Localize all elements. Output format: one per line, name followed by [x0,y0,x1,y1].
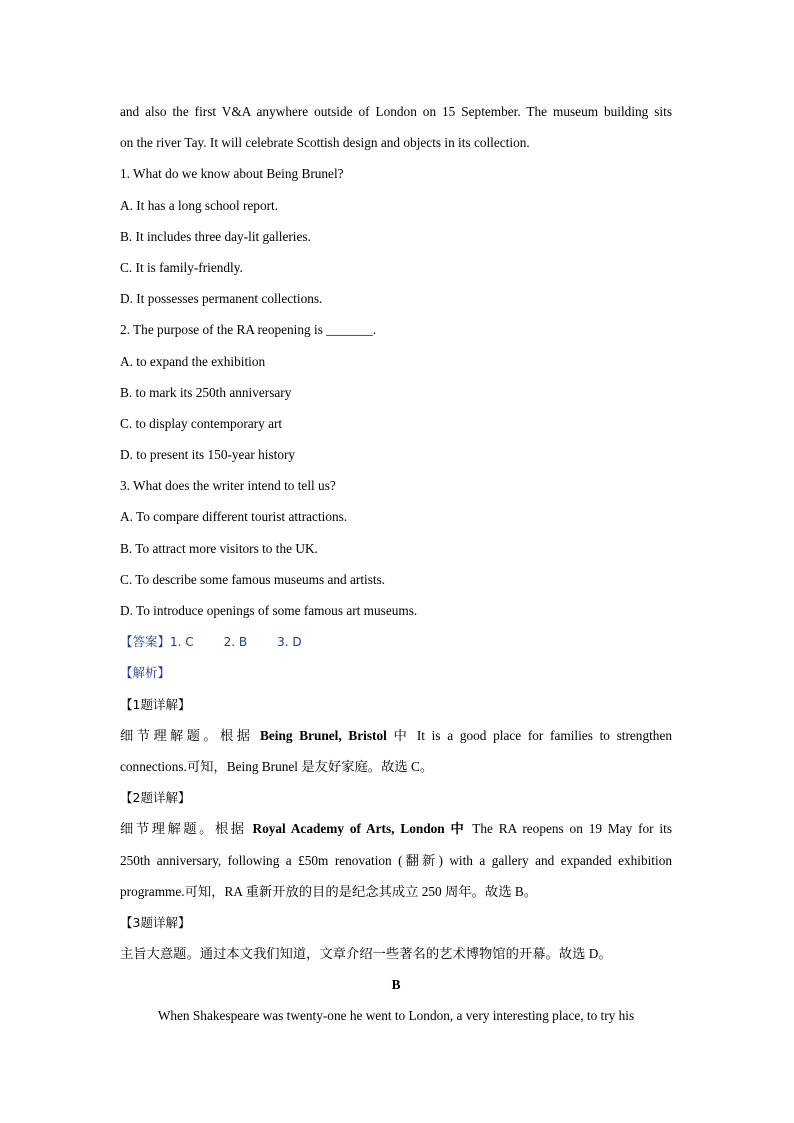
detail-1 [120,689,672,783]
question-stem: 3. What does the writer intend to tell us? [120,478,336,494]
answer-value: 3. D [277,635,302,650]
question-stem: 2. The purpose of the RA reopening is _______. [120,322,377,338]
option: B. It includes three day-lit galleries. [120,228,311,244]
option: B. To attract more visitors to the UK. [120,540,318,556]
detail-line: connections.可知，Being Brunel 是友好家庭。故选 C。 [120,758,434,774]
answer-value: 2. B [223,635,248,650]
option: D. to present its 150-year history [120,447,296,463]
detail-3 [120,907,672,969]
option: B. to mark its 250th anniversary [120,384,292,400]
detail-heading: 【1题详解】 [120,696,191,712]
detail-line: 细节理解题。根据 Royal Academy of Arts, London 中 The RA reopens on 19 May for its [120,821,672,837]
option: A. To compare different tourist attractions. [120,509,348,525]
answer-value: 1. C [170,635,194,650]
option: A. to expand the exhibition [120,353,266,369]
section-title: B [391,977,401,993]
answer-label: 【答案】 [120,634,171,650]
detail-heading: 【2题详解】 [120,790,191,806]
question-2 [120,314,672,470]
option: C. To describe some famous museums and artists. [120,571,386,587]
passage-line: When Shakespeare was twenty-one he went to London, a very interesting place, to try his [157,1008,635,1024]
answer-line [120,626,672,657]
detail-line: 主旨大意题。通过本文我们知道，文章介绍一些著名的艺术博物馆的开幕。故选 D。 [120,946,612,962]
analysis-label: 【解析】 [120,665,171,681]
passage-line: and also the first V&A anywhere outside of London on 15 September. The museum building sits [120,104,672,119]
detail-2 [120,782,672,907]
passage-line: on the river Tay. It will celebrate Scottish design and objects in its collection. [120,135,530,151]
option: D. To introduce openings of some famous art museums. [120,603,418,618]
option: A. It has a long school report. [120,197,279,213]
option: D. It possesses permanent collections. [120,291,323,307]
question-stem: 1. What do we know about Being Brunel? [120,166,344,182]
detail-line: 250th anniversary, following a £50m renovation (翻新) with a gallery and expanded exhibition [120,852,672,868]
detail-line: programme.可知，RA 重新开放的目的是纪念其成立 250 周年。故选 B。 [120,883,537,899]
question-3 [120,470,672,626]
option: C. It is family-friendly. [120,259,243,275]
option: C. to display contemporary art [120,415,283,431]
question-1 [120,158,672,314]
detail-heading: 【3题详解】 [120,914,191,930]
detail-line: 细节理解题。根据 Being Brunel, Bristol 中 It is a good place for families to strengthen [120,727,672,743]
document-page [120,96,672,1032]
